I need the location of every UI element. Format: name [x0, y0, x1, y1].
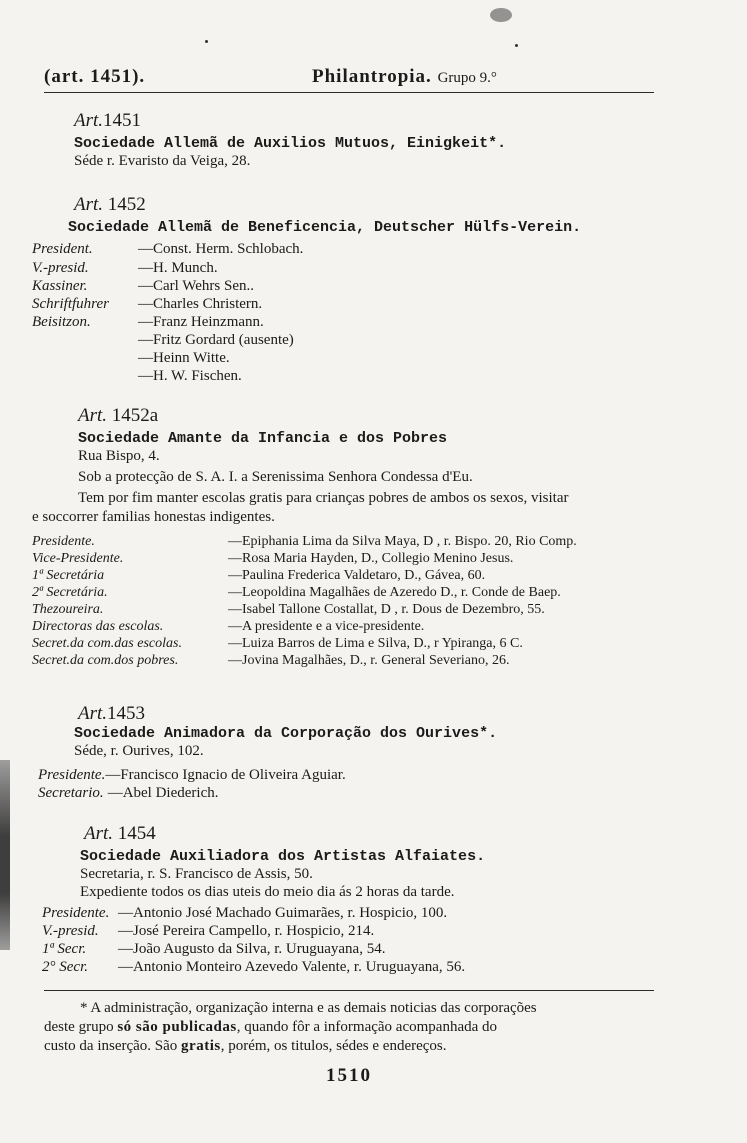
footnote-text: , quando fôr a informação acompanhada do: [236, 1019, 498, 1035]
header-title: [312, 66, 497, 88]
organization-name: Sociedade Animadora da Corporação dos Ourives*.: [74, 725, 498, 742]
member-name: —João Augusto da Silva, r. Uruguayana, 54.: [118, 941, 386, 957]
member-name: —Antonio Monteiro Azevedo Valente, r. Uruguayana, 56.: [118, 959, 466, 975]
organization-name: Sociedade Auxiliadora dos Artistas Alfaiates.: [80, 848, 486, 865]
header-group: Grupo 9.°: [437, 70, 497, 86]
member-name: —Charles Christern.: [138, 296, 263, 312]
footnote-text: , porém, os titulos, sédes e endereços.: [220, 1038, 447, 1054]
art-label: Art.: [74, 110, 104, 131]
member-name: —Jovina Magalhães, D., r. General Severiano, 26.: [228, 653, 510, 668]
article-heading: [84, 823, 156, 845]
role-label: Schriftfuhrer: [32, 296, 109, 312]
art-number: 1452: [107, 194, 146, 215]
role-label: Kassiner.: [32, 278, 88, 294]
art-label: Art.: [78, 405, 108, 426]
footnote-line: * A administração, organização interna e as demais noticias das corporações: [80, 1000, 537, 1016]
role-label: 2° Secr.: [42, 959, 88, 975]
role-label: 1ª Secr.: [42, 941, 87, 957]
footnote-line: [44, 1019, 497, 1036]
article-heading: [78, 405, 158, 427]
header-rule: [44, 92, 654, 93]
role-label: V.-presid.: [42, 923, 99, 939]
art-number: 1453: [107, 703, 146, 724]
role-label: Directoras das escolas.: [32, 619, 164, 634]
footnote-emphasis: gratis: [181, 1038, 221, 1054]
officer-line: [38, 784, 218, 802]
organization-address: Secretaria, r. S. Francisco de Assis, 50.: [80, 866, 313, 882]
member-name: —Isabel Tallone Costallat, D , r. Dous de Dezembro, 55.: [228, 602, 545, 617]
role-label: V.-presid.: [32, 260, 89, 276]
article-heading: [78, 703, 145, 725]
member-name: —Fritz Gordard (ausente): [138, 332, 294, 348]
header-article-ref: (art. 1451).: [44, 66, 146, 87]
footnote-text: deste grupo: [44, 1019, 118, 1035]
art-label: Art.: [84, 823, 114, 844]
member-name: —Antonio José Machado Guimarães, r. Hospicio, 100.: [118, 905, 448, 921]
role-label: Presidente.: [38, 767, 106, 783]
protection-note: Sob a protecção de S. A. I. a Serenissima Senhora Condessa d'Eu.: [78, 469, 473, 485]
organization-name: Sociedade Amante da Infancia e dos Pobres: [78, 430, 448, 447]
member-name: —Paulina Frederica Valdetaro, D., Gávea, 60.: [228, 568, 486, 583]
footnote-line: [44, 1038, 447, 1055]
page-number: 1510: [326, 1065, 372, 1086]
member-name: —Francisco Ignacio de Oliveira Aguiar.: [105, 767, 346, 783]
member-name: —Heinn Witte.: [138, 350, 230, 366]
art-label: Art.: [74, 194, 104, 215]
member-name: —Franz Heinzmann.: [138, 314, 264, 330]
member-name: —Luiza Barros de Lima e Silva, D., r Ypiranga, 6 C.: [228, 636, 523, 651]
ink-speck: [515, 44, 518, 47]
member-name: —Abel Diederich.: [107, 785, 219, 801]
officer-line: [38, 766, 346, 784]
role-label: Presidente.: [32, 534, 95, 549]
footnote-emphasis: só são publicadas: [117, 1019, 237, 1035]
ink-blot: [490, 8, 512, 22]
art-number: 1451: [103, 110, 142, 131]
role-label: President.: [32, 241, 93, 257]
member-name: —Leopoldina Magalhães de Azeredo D., r. Conde de Baep.: [228, 585, 561, 600]
role-label: Secret.da com.das escolas.: [32, 636, 182, 651]
role-label: Beisitzon.: [32, 314, 91, 330]
footnote-text: custo da inserção. São: [44, 1038, 182, 1054]
organization-name: Sociedade Allemã de Beneficencia, Deutscher Hülfs-Verein.: [68, 219, 582, 236]
article-heading: [74, 194, 146, 216]
role-label: Secretario.: [38, 785, 104, 801]
role-label: 2ª Secretária.: [32, 585, 108, 600]
header-title-text: Philantropia.: [312, 66, 432, 87]
role-label: Vice-Presidente.: [32, 551, 124, 566]
member-name: —Rosa Maria Hayden, D., Collegio Menino Jesus.: [228, 551, 514, 566]
scan-edge-smear: [0, 760, 10, 950]
ink-speck: [205, 40, 208, 43]
member-name: —Epiphania Lima da Silva Maya, D , r. Bispo. 20, Rio Comp.: [228, 534, 577, 549]
member-name: —H. W. Fischen.: [138, 368, 242, 384]
article-heading: [74, 110, 141, 132]
organization-address: Séde, r. Ourives, 102.: [74, 743, 204, 759]
organization-address: Séde r. Evaristo da Veiga, 28.: [74, 153, 251, 169]
organization-address: Rua Bispo, 4.: [78, 448, 160, 464]
art-label: Art.: [78, 703, 108, 724]
member-name: —José Pereira Campello, r. Hospicio, 214.: [118, 923, 375, 939]
member-name: —Const. Herm. Schlobach.: [138, 241, 304, 257]
member-name: —A presidente e a vice-presidente.: [228, 619, 425, 634]
footnote-rule: [44, 990, 654, 991]
role-label: Secret.da com.dos pobres.: [32, 653, 179, 668]
art-number: 1454: [117, 823, 156, 844]
purpose-line: Tem por fim manter escolas gratis para crianças pobres de ambos os sexos, visitar: [78, 490, 569, 506]
member-name: —Carl Wehrs Sen..: [138, 278, 255, 294]
purpose-line: e soccorrer familias honestas indigentes.: [32, 509, 275, 525]
role-label: Presidente.: [42, 905, 110, 921]
role-label: Thezoureira.: [32, 602, 104, 617]
member-name: —H. Munch.: [138, 260, 218, 276]
organization-name: Sociedade Allemã de Auxilios Mutuos, Einigkeit*.: [74, 135, 507, 152]
office-hours: Expediente todos os dias uteis do meio dia ás 2 horas da tarde.: [80, 884, 455, 900]
role-label: 1ª Secretária: [32, 568, 105, 583]
art-number: 1452a: [111, 405, 159, 426]
